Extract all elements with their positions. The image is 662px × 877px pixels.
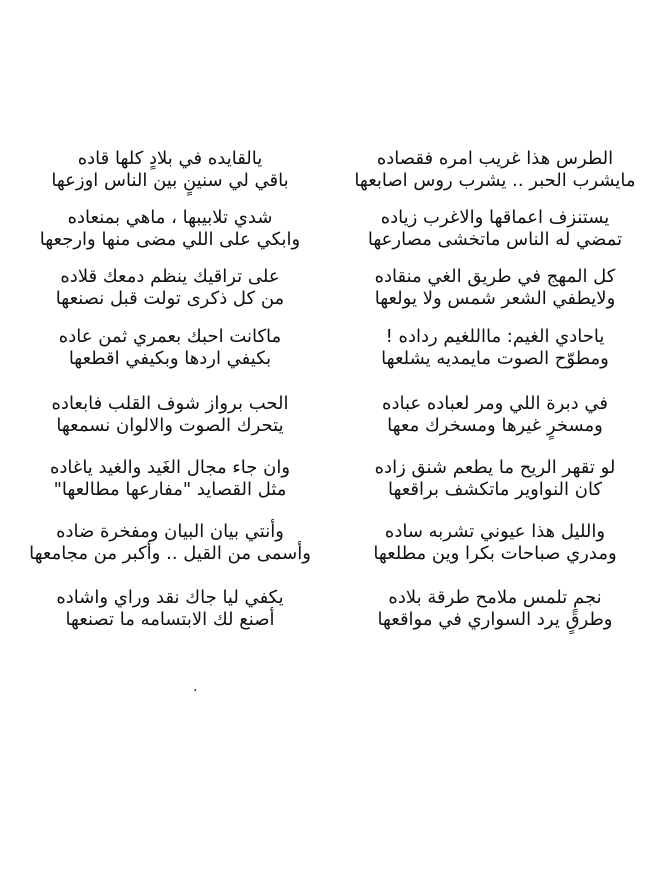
verse-line: الطرس هذا غريب امره فقصاده [376, 148, 614, 169]
verse-line: وابكي على اللي مضى منها وارجعها [39, 229, 301, 250]
verse-line: ومسخرٍ غيرها ومسخرك معها [387, 415, 603, 436]
verse-line: نجمٍ تلمس ملامح طرقة بلاده [388, 587, 602, 608]
footer-mark: . [193, 679, 198, 695]
verse-line: مثل القصايد "مفارعها مطالعها" [53, 479, 287, 500]
right-hemistich [345, 207, 645, 251]
verse-line: ولايطفي الشعر شمس ولا يولعها [374, 288, 616, 309]
left-hemistich [20, 457, 320, 501]
left-hemistich [20, 393, 320, 437]
verse-line: في دبرة اللي ومر لعباده عباده [382, 393, 608, 414]
right-hemistich [345, 457, 645, 501]
verse-line: يكفي ليا جاك نقد وراي واشاده [56, 587, 284, 608]
couplet-4 [0, 326, 662, 378]
verse-line: الحب برواز شوف القلب فابعاده [51, 393, 289, 414]
verse-line: ومدري صباحات بكرا وين مطلعها [373, 543, 617, 564]
couplet-3 [0, 266, 662, 318]
right-hemistich [345, 148, 645, 192]
left-hemistich [20, 326, 320, 370]
verse-line: ماكانت احبك بعمري ثمن عاده [58, 326, 282, 347]
verse-line: وأسمى من القيل .. وأكبر من مجامعها [29, 543, 311, 564]
verse-line: بكيفي اردها وبكيفي اقطعها [68, 348, 272, 369]
verse-line: كان النواوير ماتكشف براقعها [387, 479, 603, 500]
verse-line: ياحادي الغيم: مااللغيم رداده ! [385, 326, 605, 347]
right-hemistich [345, 587, 645, 631]
left-hemistich [20, 148, 320, 192]
left-hemistich [20, 587, 320, 631]
couplet-7 [0, 521, 662, 573]
verse-line: كل المهج في طريق الغي منقاده [374, 266, 616, 287]
couplet-5 [0, 393, 662, 445]
verse-line: والليل هذا عيوني تشربه ساده [384, 521, 606, 542]
right-hemistich [345, 521, 645, 565]
couplet-8 [0, 587, 662, 639]
verse-line: وأنتي بيان البيان ومفخرة ضاده [56, 521, 284, 542]
verse-line: يستنزف اعماقها والاغرب زياده [380, 207, 610, 228]
verse-line: ومطوّح الصوت مايمديه يشلعها [381, 348, 609, 369]
couplet-6 [0, 457, 662, 509]
verse-line: تمضي له الناس ماتخشى مصارعها [367, 229, 623, 250]
couplet-1 [0, 148, 662, 200]
verse-line: وطرقٍ يرد السواري في مواقعها [377, 609, 613, 630]
right-hemistich [345, 393, 645, 437]
verse-line: أصنع لك الابتسامه ما تصنعها [65, 609, 275, 630]
left-hemistich [20, 266, 320, 310]
verse-line: وان جاء مجال الغَيد والغيد ياغاده [49, 457, 291, 478]
verse-line: باقي لي سنينٍ بين الناس اوزعها [51, 170, 289, 191]
verse-line: يالقايده في بلادٍ كلها قاده [77, 148, 263, 169]
verse-line: من كل ذكرى تولت قبل نصنعها [55, 288, 285, 309]
couplet-2 [0, 207, 662, 259]
verse-line: يتحرك الصوت والالوان نسمعها [56, 415, 284, 436]
verse-line: مايشرب الحبر .. يشرب روس اصابعها [354, 170, 636, 191]
verse-line: لو تقهر الريح ما يطعم شنق زاده [374, 457, 616, 478]
right-hemistich [345, 266, 645, 310]
left-hemistich [20, 521, 320, 565]
verse-line: شدي تلابيبها ، ماهي بمنعاده [67, 207, 273, 228]
left-hemistich [20, 207, 320, 251]
right-hemistich [345, 326, 645, 370]
verse-line: على تراقيك ينظم دمعك قلاده [60, 266, 280, 287]
